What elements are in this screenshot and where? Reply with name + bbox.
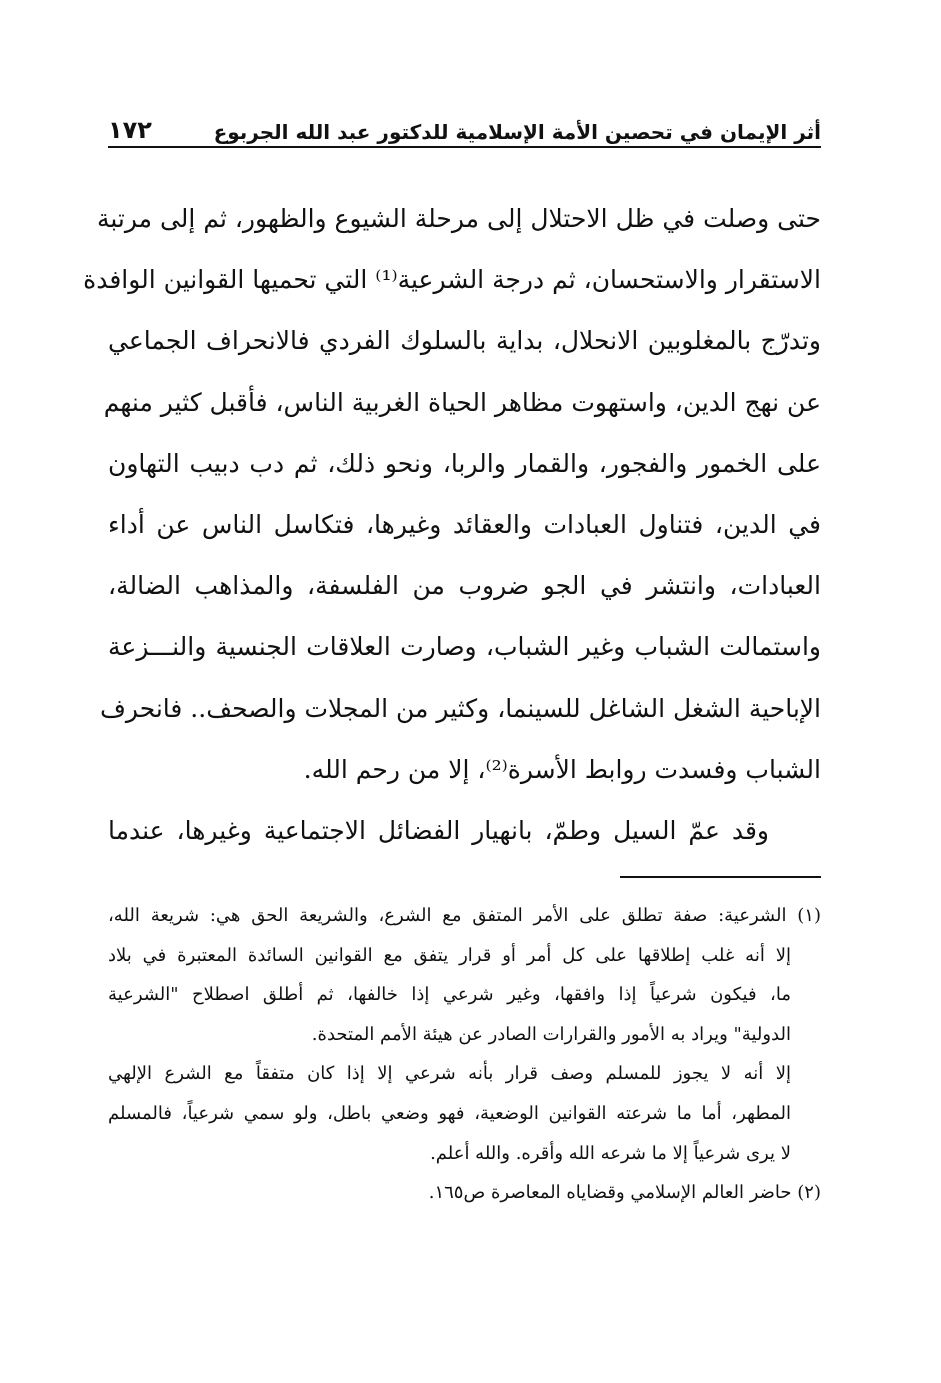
footnote-separator [620,876,821,878]
footnotes [108,896,821,1213]
body-line: الاستقرار والاستحسان، ثم درجة الشرعية⁽¹⁾ التي تحميها القوانين الوافدة [83,265,821,295]
page-number: ١٧٢ [108,116,152,144]
body-text [83,188,821,861]
body-line: في الدين، فتناول العبادات والعقائد وغيرها، فتكاسل الناس عن أداء [108,509,821,539]
page-header [108,104,821,148]
body-line: واستمالت الشباب وغير الشباب، وصارت العلاقات الجنسية والنـــزعة [108,632,821,662]
running-title: أثر الإيمان في تحصين الأمة الإسلامية للدكتور عبد الله الجربوع [213,120,821,144]
footnote-line: (١) الشرعية: صفة تطلق على الأمر المتفق مع الشرع، والشريعة الحق هي: شريعة الله، [108,905,821,926]
body-line: وقد عمّ السيل وطمّ، بانهيار الفضائل الاجتماعية وغيرها، عندما [108,815,769,845]
footnote-line: لا يرى شرعياً إلا ما شرعه الله وأقره. والله أعلم. [430,1142,791,1164]
body-line: عن نهج الدين، واستهوت مظاهر الحياة الغربية الناس، فأقبل كثير منهم [103,387,821,417]
body-line: الشباب وفسدت روابط الأسرة⁽²⁾، إلا من رحم الله. [303,754,821,784]
body-line: العبادات، وانتشر في الجو ضروب من الفلسفة، والمذاهب الضالة، [108,571,821,601]
body-line: وتدرّج بالمغلوبين الانحلال، بداية بالسلوك الفردي فالانحراف الجماعي [108,326,821,356]
body-line: على الخمور والفجور، والقمار والربا، ونحو ذلك، ثم دب دبيب التهاون [108,448,821,478]
footnote-line: ما، فيكون شرعياً إذا وافقها، وغير شرعي إذا خالفها، ثم أطلق اصطلاح "الشرعية [108,984,791,1006]
footnote-line: (٢) حاضر العالم الإسلامي وقضاياه المعاصرة ص١٦٥. [428,1182,821,1204]
footnote-line: المطهر، أما ما شرعته القوانين الوضعية، فهو وضعي باطل، ولو سمي شرعياً، فالمسلم [108,1102,791,1124]
footnote-line: إلا أنه لا يجوز للمسلم وصف قرار بأنه شرعي إلا إذا كان متفقاً مع الشرع الإلهي [108,1063,792,1085]
footnote-line: إلا أنه غلب إطلاقها على كل أمر أو قرار يتفق مع القوانين السائدة المعتبرة في بلاد [108,944,791,966]
body-line: الإباحية الشغل الشاغل للسينما، وكثير من المجلات والصحف.. فانحرف [99,693,821,723]
body-line: حتى وصلت في ظل الاحتلال إلى مرحلة الشيوع والظهور، ثم إلى مرتبة [96,204,821,233]
footnote-line: الدولية" ويراد به الأمور والقرارات الصادر عن هيئة الأمم المتحدة. [311,1023,791,1045]
